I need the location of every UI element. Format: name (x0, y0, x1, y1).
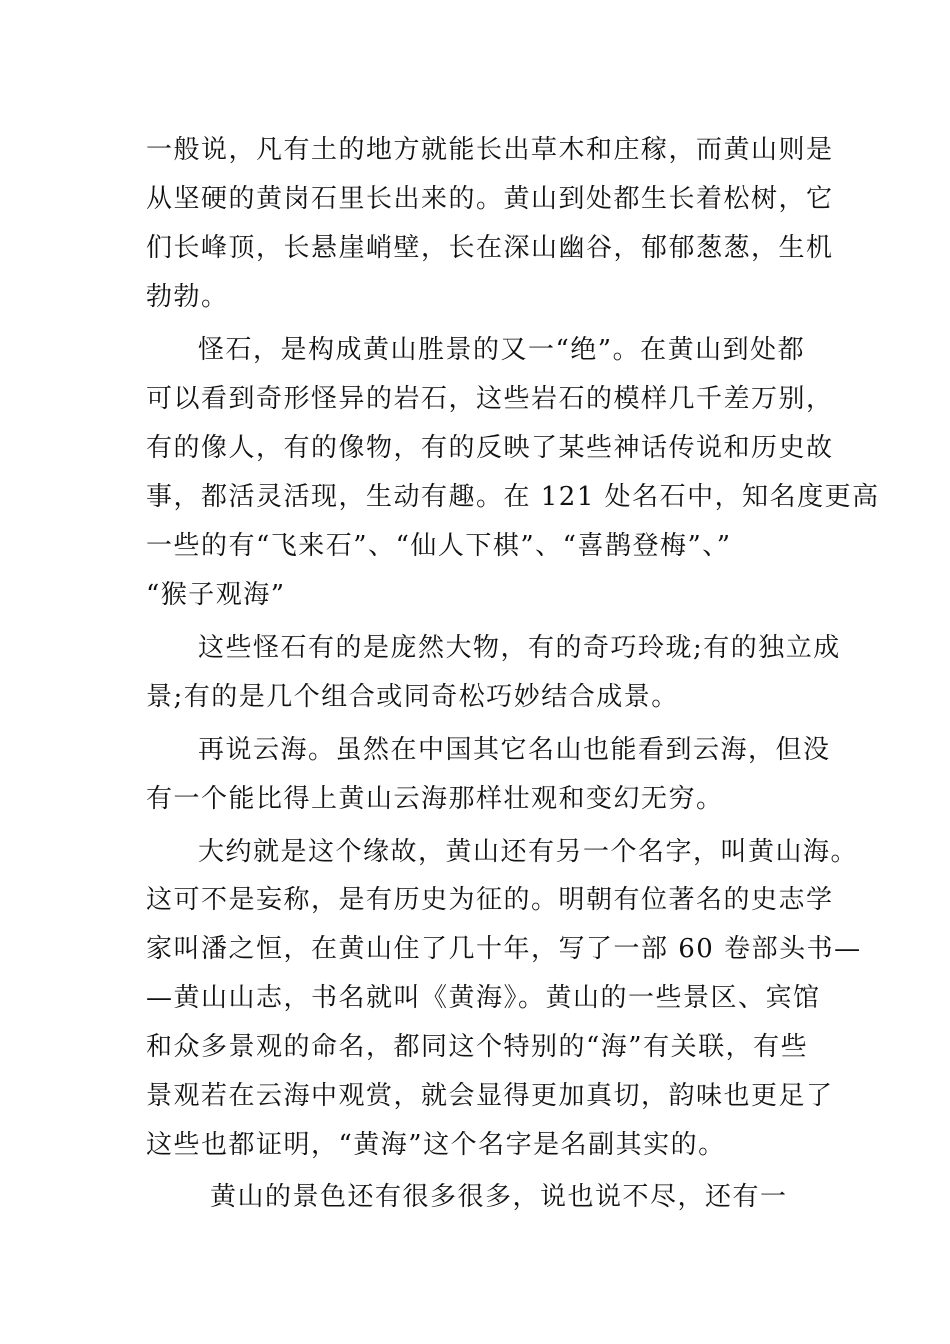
text-line: “猴子观海” (146, 580, 286, 610)
text-line: 黄山的景色还有很多很多，说也说不尽，还有一 (210, 1182, 788, 1212)
text-line: 有的像人，有的像物，有的反映了某些神话传说和历史故 (146, 433, 834, 463)
text-line: 一般说，凡有土的地方就能长出草木和庄稼，而黄山则是 (146, 135, 834, 165)
text-line: 一些的有“飞来石”、“仙人下棋”、“喜鹊登梅”、” (146, 531, 732, 561)
text-line: 这些怪石有的是庞然大物，有的奇巧玲珑;有的独立成 (198, 633, 841, 663)
text-line: 事，都活灵活现，生动有趣。在 121 处名石中，知名度更高 (146, 482, 880, 512)
text-line: 可以看到奇形怪异的岩石，这些岩石的模样几千差万别， (146, 384, 834, 414)
text-line: 再说云海。虽然在中国其它名山也能看到云海，但没 (198, 735, 831, 765)
text-line: 景观若在云海中观赏，就会显得更加真切，韵味也更足了 (146, 1081, 834, 1111)
text-line: 怪石，是构成黄山胜景的又一“绝”。在黄山到处都 (198, 335, 806, 365)
text-line: 勃勃。 (146, 282, 229, 312)
text-line: 景;有的是几个组合或同奇松巧妙结合成景。 (146, 682, 679, 712)
text-line: 家叫潘之恒，在黄山住了几十年，写了一部 60 卷部头书— (146, 934, 862, 964)
text-line: 从坚硬的黄岗石里长出来的。黄山到处都生长着松树，它 (146, 184, 834, 214)
text-line: 们长峰顶，长悬崖峭壁，长在深山幽谷，郁郁葱葱，生机 (146, 233, 834, 263)
text-line: 和众多景观的命名，都同这个特别的“海”有关联，有些 (146, 1032, 809, 1062)
text-line: 这可不是妄称，是有历史为征的。明朝有位著名的史志学 (146, 885, 834, 915)
text-line: —黄山山志，书名就叫《黄海》。黄山的一些景区、宾馆 (146, 983, 821, 1013)
text-line: 这些也都证明，“黄海”这个名字是名副其实的。 (146, 1130, 726, 1160)
text-line: 大约就是这个缘故，黄山还有另一个名字，叫黄山海。 (198, 837, 859, 867)
text-line: 有一个能比得上黄山云海那样壮观和变幻无穷。 (146, 784, 724, 814)
